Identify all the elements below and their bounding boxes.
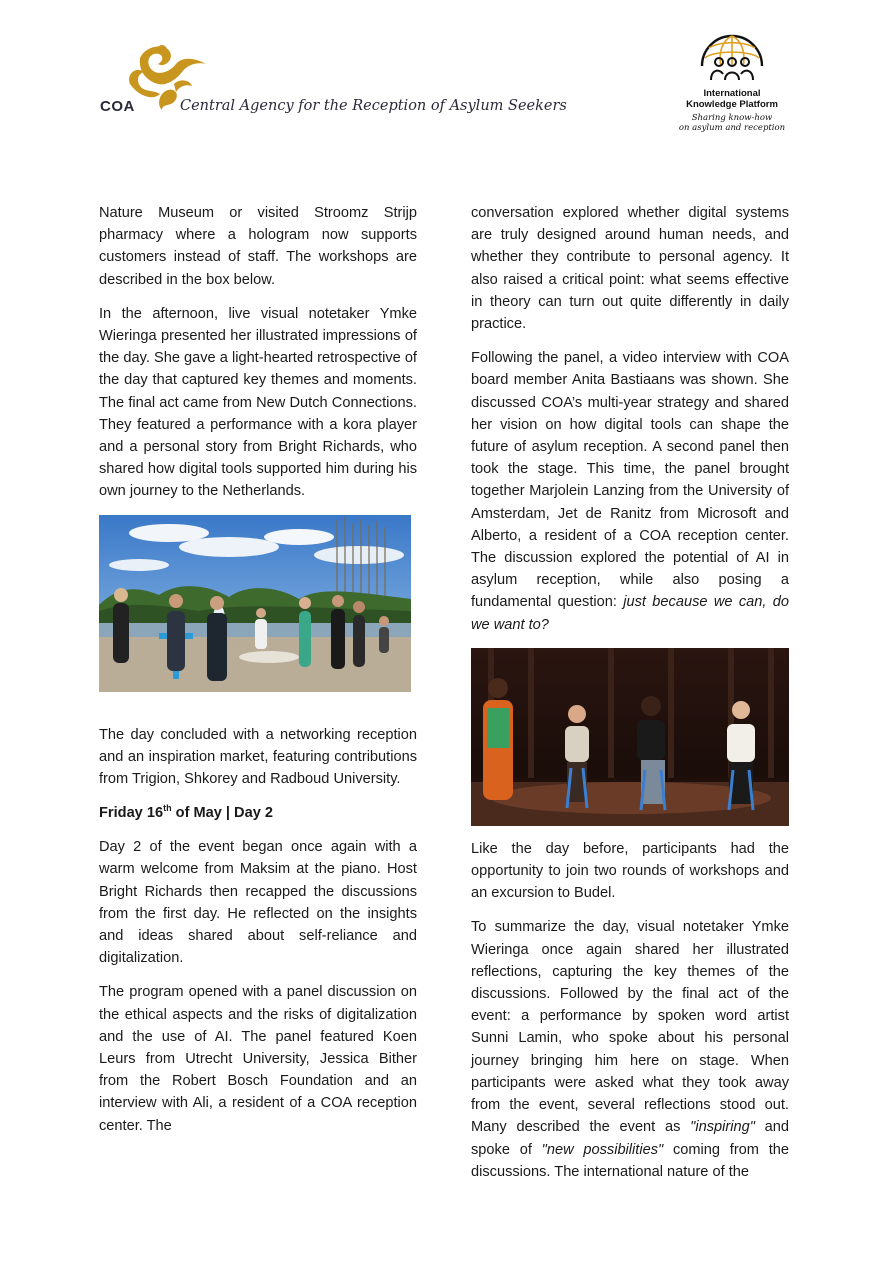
ikp-tagline (668, 113, 796, 133)
right-paragraph-3: Like the day before, participants had the opportunity to join two rounds of workshops and an excursion to Budel. (471, 840, 789, 902)
right-paragraph-2-question: just because we can, do we want to? (471, 594, 789, 633)
right-paragraph-4 (471, 916, 789, 1182)
coa-abbreviation: COA (100, 98, 135, 115)
ikp-logo (668, 26, 796, 146)
coa-logo (98, 38, 567, 128)
quote-new-possibilities: "new possibilities" (541, 1141, 664, 1158)
outdoor-networking-photo (99, 515, 411, 692)
right-paragraph-4-a: To summarize the day, visual notetaker Ymke Wieringa once again shared her illustrated reflections, capturing the key themes of the discussions. Followed by the final act of the event: a performance by spoken word artist Sunni Lamin, who spoke about his personal journey bringing him here on stage. When participants were asked what they took away from the event, several reflections stood out. Many described the event as (471, 919, 789, 1136)
stage-panel-photo (471, 648, 789, 826)
day-2-heading-pre: Friday 16 (99, 805, 164, 822)
page-header (0, 0, 888, 160)
left-paragraph-2: In the afternoon, live visual notetaker Ymke Wieringa presented her illustrated impressions of the day. She gave a light-hearted retrospective of the day that captured key themes and moments. The final act came from New Dutch Connections. They featured a performance with a kora player and a personal story from Bright Richards, who shared how digital tools supported him during his own journey to the Netherlands. (99, 305, 417, 500)
ikp-tagline-line2: on asylum and reception (678, 123, 786, 133)
right-paragraph-1: conversation explored whether digital systems are truly designed around human needs, and whether they contribute to personal agency. It also raised a critical point: what seems effective in theory can turn out quite differently in daily practice. (471, 205, 789, 333)
day-2-heading (99, 802, 417, 824)
outdoor-networking-photo-icon (99, 515, 411, 692)
left-paragraph-4: Day 2 of the event began once again with a warm welcome from Maksim at the piano. Host Bright Richards then recapped the discussions from the first day. He reflected on the insights and ideas shared about self-reliance and digitalization. (99, 839, 417, 967)
left-paragraph-1: Nature Museum or visited Stroomz Strijp pharmacy where a hologram now supports customers instead of staff. The workshops are described in the box below. (99, 205, 417, 288)
right-paragraph-2 (471, 347, 789, 636)
right-paragraph-4-c: coming from the discussions. The international nature of the (471, 1141, 790, 1180)
quote-inspiring: "inspiring" (690, 1119, 755, 1136)
right-column (471, 202, 789, 1195)
right-paragraph-2-text: Following the panel, a video interview with COA board member Anita Bastiaans was shown. She discussed COA’s multi-year strategy and shared her vision on how digital tools can shape the future of asylum reception. A second panel then took the stage. This time, the panel brought together Marjolein Lanzing from the University of Amsterdam, Jet de Ranitz from Microsoft and Alberto, a resident of a COA reception center. The discussion explored the potential of AI in asylum reception, while also posing a fundamental question: (471, 350, 789, 611)
left-column (99, 202, 417, 1149)
ikp-title (668, 88, 796, 110)
ikp-title-line2: Knowledge Platform (686, 99, 778, 110)
left-paragraph-5: The program opened with a panel discussion on the ethical aspects and the risks of digitalization and the use of AI. The panel featured Koen Leurs from Utrecht University, Jessica Bither from the Robert Bosch Foundation and an interview with Ali, a resident of a COA reception center. The (99, 984, 417, 1134)
right-paragraph-4-b: and spoke of (471, 1119, 790, 1158)
left-paragraph-3: The day concluded with a networking reception and an inspiration market, featuring contributions from Trigion, Shkorey and Radboud University. (99, 726, 417, 788)
stage-panel-photo-icon (471, 648, 789, 826)
globe-people-icon (697, 26, 767, 86)
ikp-title-line1: International (703, 88, 761, 99)
ikp-tagline-line1: Sharing know-how (691, 113, 773, 123)
coa-full-name: Central Agency for the Reception of Asylum Seekers (180, 98, 567, 114)
day-2-heading-post: of May | Day 2 (171, 805, 274, 822)
day-2-heading-sup: th (163, 803, 172, 814)
